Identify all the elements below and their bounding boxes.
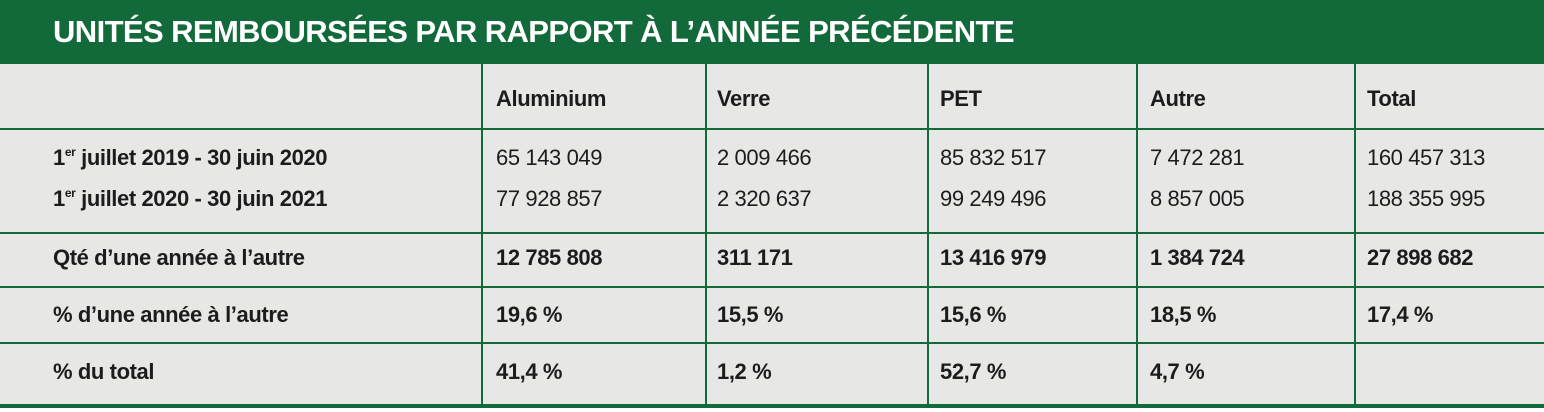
column-header-aluminium: Aluminium — [496, 86, 607, 111]
divider — [927, 64, 929, 404]
table-cell: 311 171 — [717, 245, 793, 270]
table-cell: 1 384 724 — [1150, 245, 1245, 270]
table-title: UNITÉS REMBOURSÉES PAR RAPPORT À L’ANNÉE PRÉCÉDENTE — [0, 0, 1544, 64]
table-cell: 17,4 % — [1367, 302, 1434, 327]
table-cell: 13 416 979 — [940, 245, 1047, 270]
divider — [705, 64, 707, 404]
table-cell: 188 355 995 — [1367, 186, 1485, 211]
table-cell: 18,5 % — [1150, 302, 1217, 327]
table-cell: 52,7 % — [940, 359, 1007, 384]
table-cell: 1,2 % — [717, 359, 772, 384]
divider — [0, 286, 1544, 288]
row-label-period-1: 1er juillet 2019 - 30 juin 2020 — [53, 145, 328, 170]
column-header-autre: Autre — [1150, 86, 1206, 111]
table-cell: 27 898 682 — [1367, 245, 1474, 270]
refund-table — [0, 64, 1544, 404]
table-cell: 41,4 % — [496, 359, 563, 384]
divider — [1136, 64, 1138, 404]
column-header-total: Total — [1367, 86, 1416, 111]
table-cell: 65 143 049 — [496, 145, 603, 170]
table-cell: 4,7 % — [1150, 359, 1205, 384]
table-cell: 2 320 637 — [717, 186, 812, 211]
divider — [0, 342, 1544, 344]
row-label-period-2: 1er juillet 2020 - 30 juin 2021 — [53, 186, 328, 211]
divider — [0, 128, 1544, 130]
table-cell: 15,5 % — [717, 302, 784, 327]
table-cell: 160 457 313 — [1367, 145, 1485, 170]
row-label-qty: Qté d’une année à l’autre — [53, 245, 305, 270]
column-header-pet: PET — [940, 86, 982, 111]
divider — [1354, 64, 1356, 404]
column-header-verre: Verre — [717, 86, 771, 111]
divider — [481, 64, 483, 404]
divider — [0, 232, 1544, 234]
table-cell: 2 009 466 — [717, 145, 812, 170]
row-label-pct-change: % d’une année à l’autre — [53, 302, 289, 327]
row-label-pct-total: % du total — [53, 359, 155, 384]
table-cell: 7 472 281 — [1150, 145, 1245, 170]
table-cell: 15,6 % — [940, 302, 1007, 327]
table-cell: 77 928 857 — [496, 186, 603, 211]
table-cell: 19,6 % — [496, 302, 563, 327]
table-cell: 8 857 005 — [1150, 186, 1245, 211]
table-cell: 99 249 496 — [940, 186, 1047, 211]
table-cell: 85 832 517 — [940, 145, 1047, 170]
table-cell: 12 785 808 — [496, 245, 603, 270]
